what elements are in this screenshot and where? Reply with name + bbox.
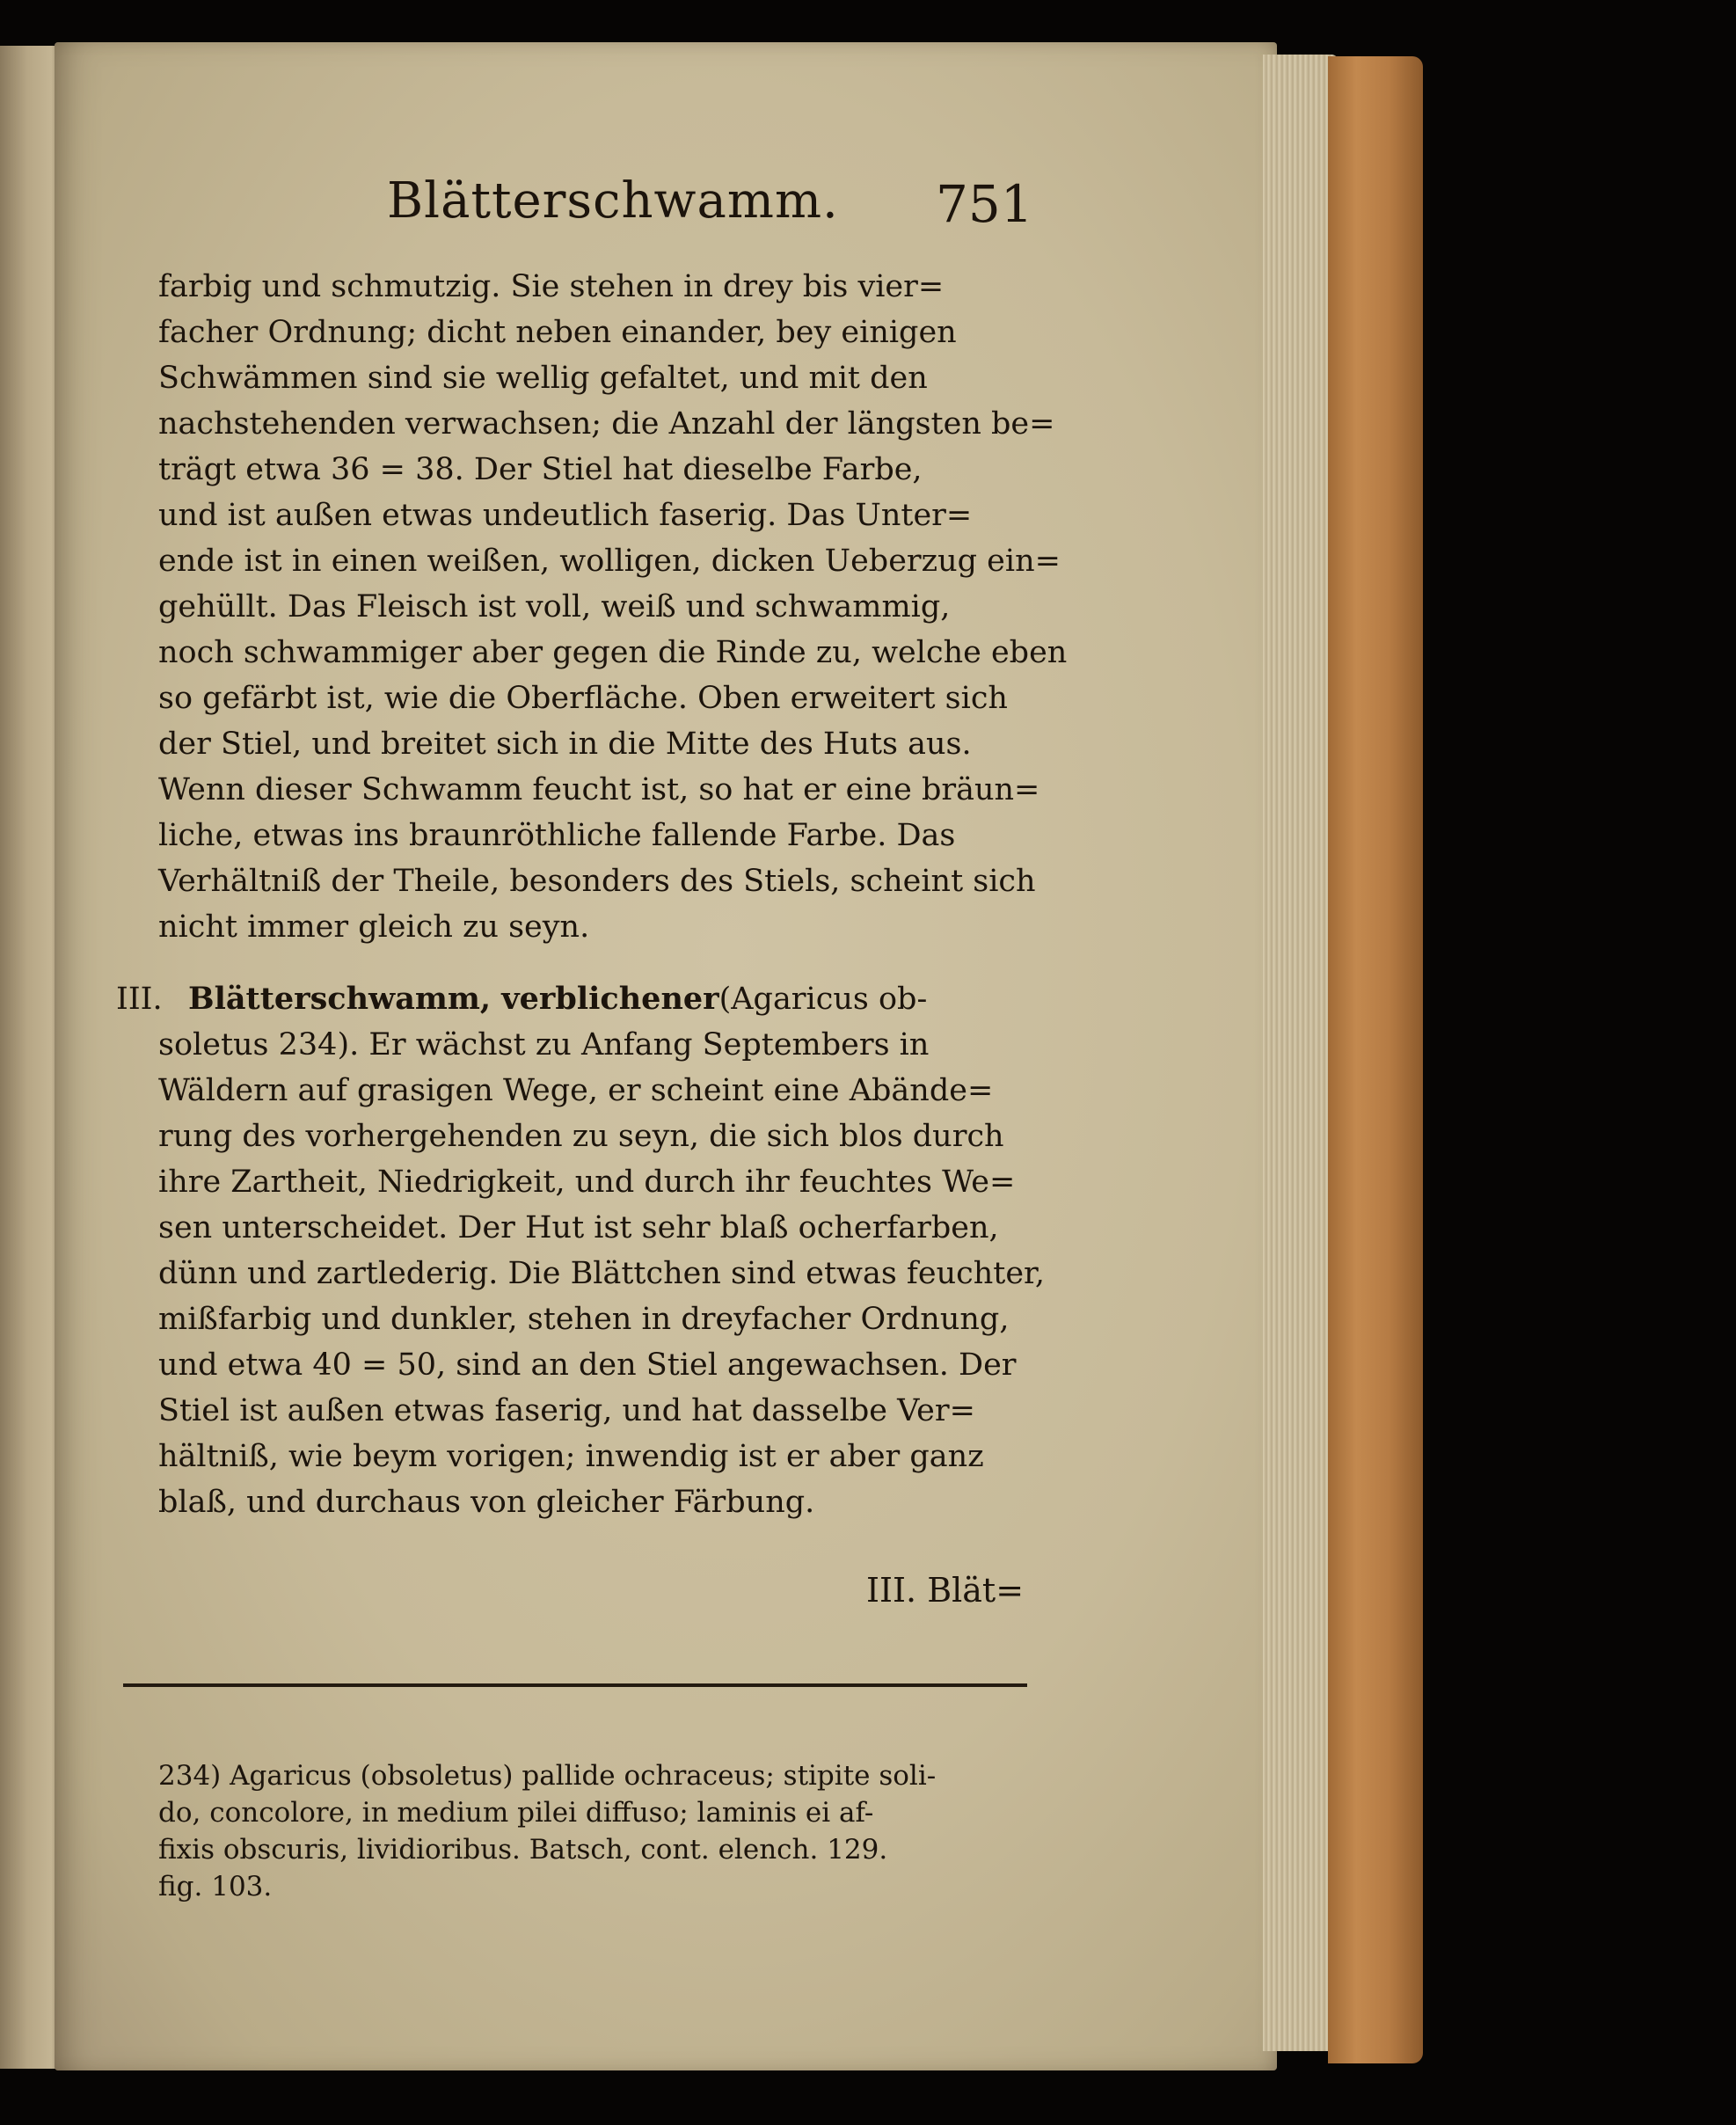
text-line: liche, etwas ins braunröthliche fallende Farbe. Das — [158, 818, 956, 853]
text-line: trägt etwa 36 = 38. Der Stiel hat dieselbe Farbe, — [158, 452, 923, 487]
text-line: soletus 234). Er wächst zu Anfang Septembers in — [158, 1027, 930, 1062]
text-line: rung des vorhergehenden zu seyn, die sich blos durch — [158, 1119, 1004, 1154]
section-number: III. — [116, 982, 163, 1017]
section-heading: Blätterschwamm, verblichener — [188, 981, 719, 1017]
text-line: farbig und schmutzig. Sie stehen in drey bis vier= — [158, 269, 945, 304]
text-line: und ist außen etwas undeutlich faserig. Das Unter= — [158, 498, 973, 533]
footnote-line: do, concolore, in medium pilei diffuso; laminis ei af- — [158, 1797, 874, 1829]
footnote-rule — [123, 1683, 1027, 1687]
text-line: Stiel ist außen etwas faserig, und hat dasselbe Ver= — [158, 1393, 975, 1428]
text-line: noch schwammiger aber gegen die Rinde zu, welche eben — [158, 635, 1068, 670]
text-line: dünn und zartlederig. Die Blättchen sind etwas feuchter, — [158, 1256, 1046, 1291]
section-heading-line — [116, 976, 1038, 1022]
text-line: nicht immer gleich zu seyn. — [158, 909, 590, 945]
footnote — [158, 1757, 1038, 1905]
body-text — [116, 264, 1068, 1525]
text-line: ihre Zartheit, Niedrigkeit, und durch ihr feuchtes We= — [158, 1165, 1016, 1200]
text-line: der Stiel, und breitet sich in die Mitte des Huts aus. — [158, 727, 972, 762]
text-line: sen unterscheidet. Der Hut ist sehr blaß ocherfarben, — [158, 1210, 999, 1245]
text-line: Wäldern auf grasigen Wege, er scheint eine Abände= — [158, 1073, 994, 1108]
text-line: ende ist in einen weißen, wolligen, dicken Ueberzug ein= — [158, 544, 1061, 579]
text-line: und etwa 40 = 50, sind an den Stiel angewachsen. Der — [158, 1347, 1017, 1383]
text-line: facher Ordnung; dicht neben einander, bey einigen — [158, 315, 957, 350]
text-line: Wenn dieser Schwamm feucht ist, so hat er eine bräun= — [158, 772, 1040, 807]
text-line: blaß, und durchaus von gleicher Färbung. — [158, 1485, 815, 1520]
text-line: hältniß, wie beym vorigen; inwendig ist er aber ganz — [158, 1439, 984, 1474]
catchword: III. Blät= — [866, 1571, 1025, 1610]
paragraph-gap — [158, 950, 1038, 976]
page-number: 751 — [936, 174, 1033, 234]
text-line: Verhältniß der Theile, besonders des Stiels, scheint sich — [158, 864, 1036, 899]
text-line: nachstehenden verwachsen; die Anzahl der längsten be= — [158, 406, 1055, 442]
footnote-line: fig. 103. — [158, 1871, 273, 1902]
text-line: gehüllt. Das Fleisch ist voll, weiß und schwammig, — [158, 589, 951, 624]
running-head: Blätterschwamm. — [387, 172, 839, 230]
text-line: mißfarbig und dunkler, stehen in dreyfacher Ordnung, — [158, 1302, 1010, 1337]
footnote-line: 234) Agaricus (obsoletus) pallide ochraceus; stipite soli- — [158, 1760, 937, 1792]
footnote-line: fixis obscuris, lividioribus. Batsch, cont. elench. 129. — [158, 1834, 888, 1866]
text-line: Schwämmen sind sie wellig gefaltet, und mit den — [158, 361, 928, 396]
text-line: so gefärbt ist, wie die Oberfläche. Oben erweitert sich — [158, 681, 1008, 716]
section-heading-rest: (Agaricus ob- — [718, 982, 928, 1017]
